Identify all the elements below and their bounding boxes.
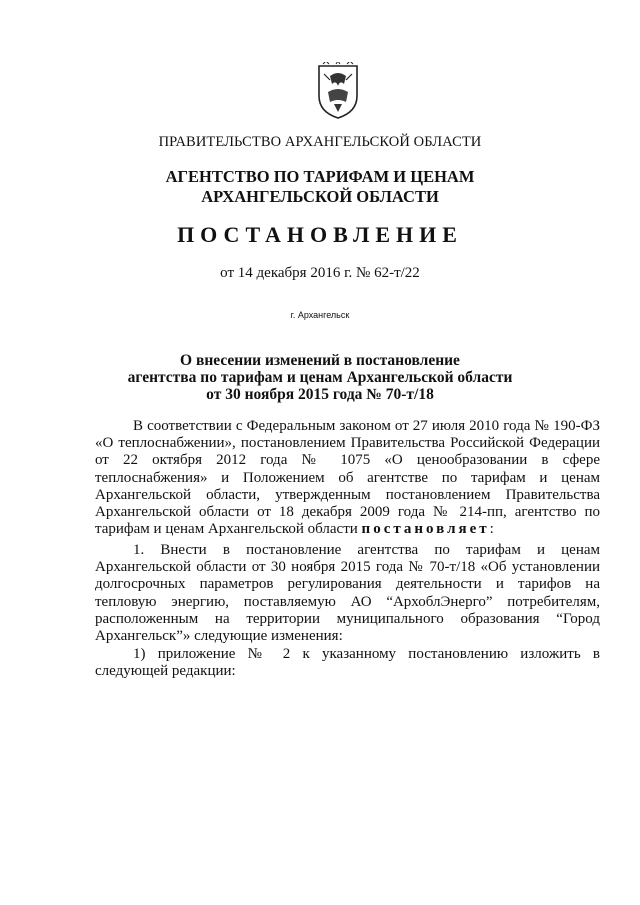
decrees-keyword: постановляет xyxy=(361,521,490,538)
coat-of-arms-emblem xyxy=(316,62,360,120)
subject-line-3: от 30 ноября 2015 года № 70-т/18 xyxy=(206,386,434,403)
agency-title xyxy=(0,167,640,207)
document-type: ПОСТАНОВЛЕНИЕ xyxy=(177,222,463,247)
preamble-paragraph xyxy=(95,418,600,538)
agency-title-line-2: АРХАНГЕЛЬСКОЙ ОБЛАСТИ xyxy=(201,187,439,206)
preamble-text: В соответствии с Федеральным законом от 27 июля 2010 года № 190-ФЗ «О теплоснабжении», постановлением Правительства Российской Федерации от 22 октября 2012 года № 1075 «О ценообразовании в сфере теплоснабжения» и Положением об агентстве по тарифам и ценам Архангельской области, утвержденным постановлением Правительства Архангельской области от 18 декабря 2009 года № 214-пп, агентство по тарифам и ценам Архангельской области xyxy=(95,418,600,538)
agency-title-line-1: АГЕНТСТВО ПО ТАРИФАМ И ЦЕНАМ xyxy=(165,167,475,186)
document-subject xyxy=(0,352,640,403)
government-title: ПРАВИТЕЛЬСТВО АРХАНГЕЛЬСКОЙ ОБЛАСТИ xyxy=(158,134,482,150)
subclause-1-paragraph: 1) приложение № 2 к указанному постановлению изложить в следующей редакции: xyxy=(95,646,600,680)
city: г. Архангельск xyxy=(290,310,350,320)
clause-1-paragraph: 1. Внести в постановление агентства по тарифам и ценам Архангельской области от 30 ноября 2015 года № 70-т/18 «Об установлении долгосрочных параметров регулирования деятельности и тарифов на тепловую энергию, поставляемую АО “АрхоблЭнерго” потребителям, расположенным на территории муниципального образования “Город Архангельск”» следующие изменения: xyxy=(95,542,600,645)
subject-line-1: О внесении изменений в постановление xyxy=(180,352,460,369)
date-number: от 14 декабря 2016 г. № 62-т/22 xyxy=(220,265,420,281)
subject-line-2: агентства по тарифам и ценам Архангельской области xyxy=(127,369,513,386)
preamble-end: : xyxy=(489,521,494,538)
